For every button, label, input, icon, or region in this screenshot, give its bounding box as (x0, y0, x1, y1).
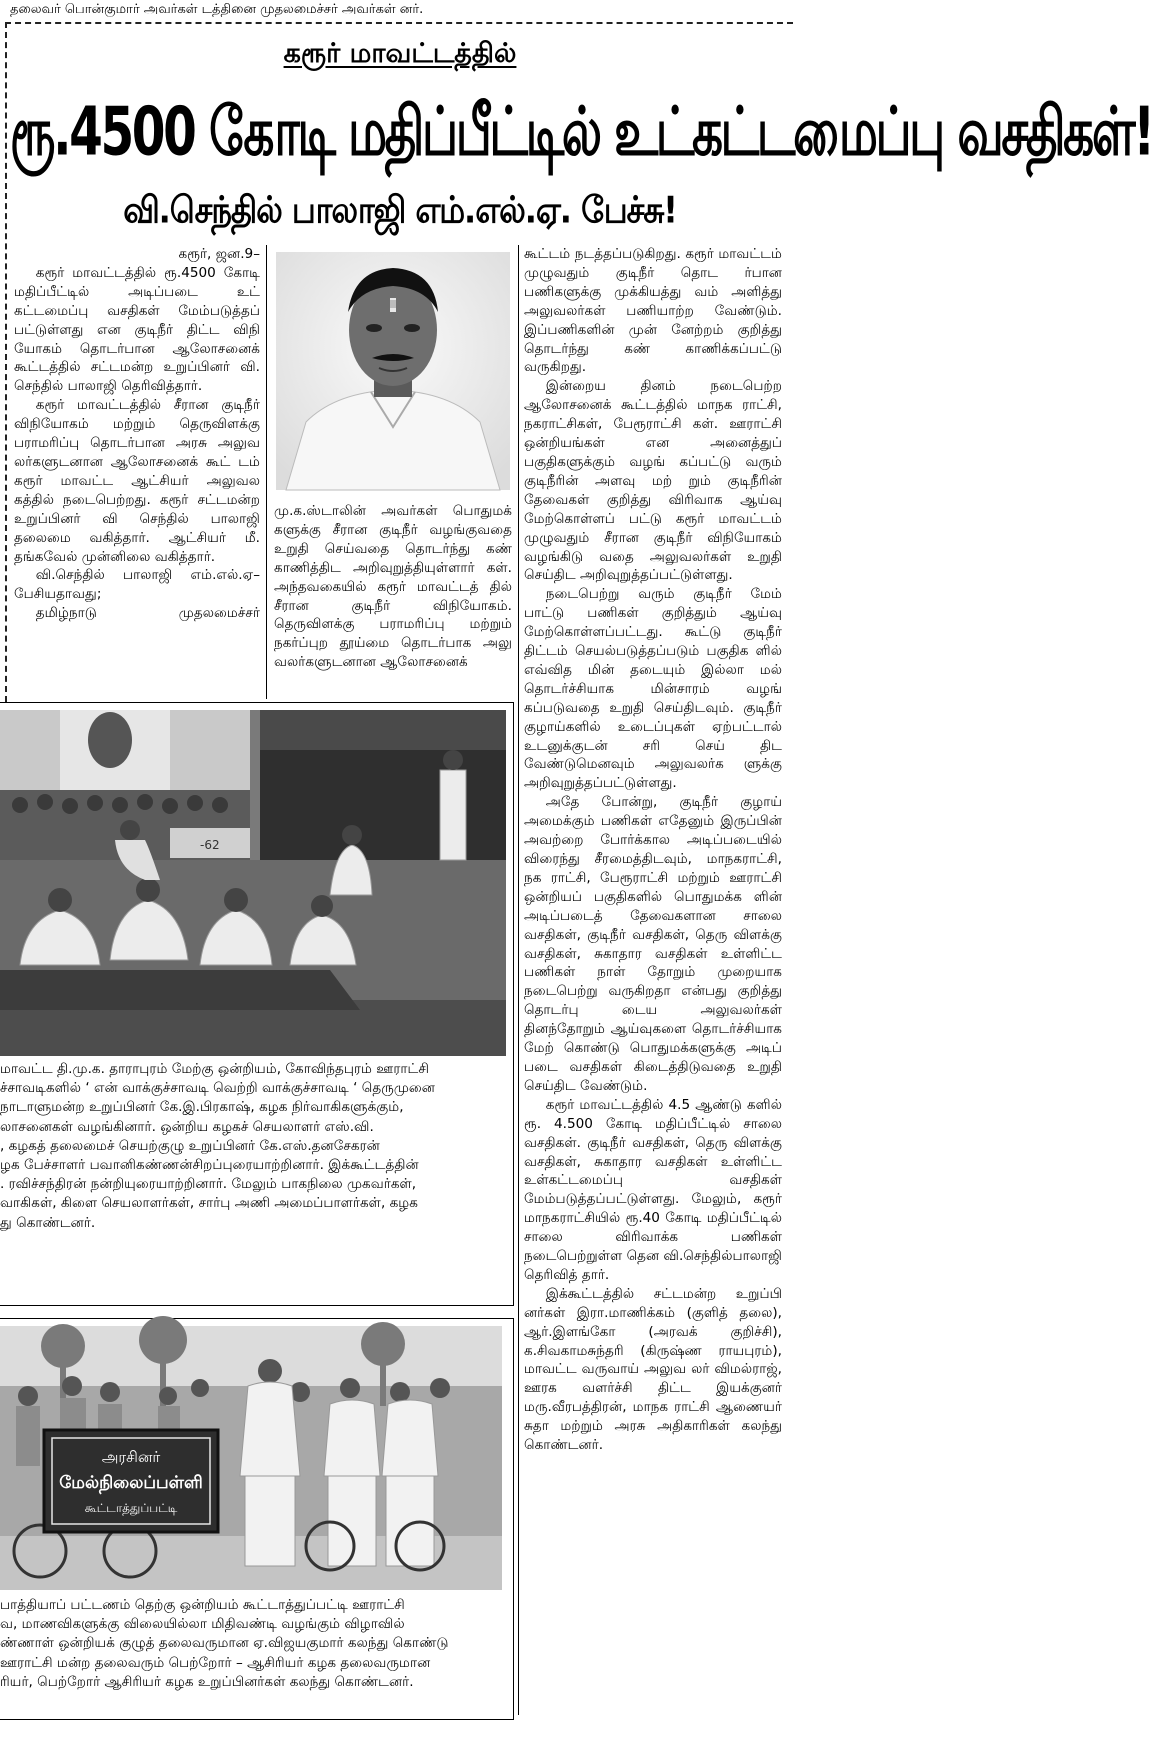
meeting-illustration (0, 710, 506, 1056)
caption-line: மாவட்ட தி.மு.க. தாராபுரம் மேற்கு ஒன்றியம், கோவிந்தபுரம் ஊராட்சி (0, 1061, 429, 1077)
caption-line: ண்ணாள் ஒன்றியக் குழுத் தலைவருமான ஏ.விஜயகுமார் கலந்து கொண்டு (0, 1635, 449, 1652)
caption-line: , கழகத் தலைமைச் செயற்குழு உறுப்பினர் கே.எஸ்.தனசேகரன் (0, 1137, 380, 1154)
top-strip: தலைவர் பொன்குமார் அவர்கள் டத்தினை முதலமைச்சர் அவர்கள் னர். (10, 2, 424, 17)
caption-line: . ரவிச்சந்திரன் நன்றியுரையாற்றினார். மேலும் பாகநிலை முகவர்கள், (0, 1176, 417, 1193)
paragraph: கரூர் மாவட்டத்தில் சீரான குடிநீர் விநியோகம் மற்றும் தெருவிளக்கு பராமரிப்பு தொடர்பான அரசு அலுவ லர்களுடனான ஆலோசனைக் கூட் டம் கரூர் மாவட்ட ஆட்சியர் அலுவல கத்தில் நடைபெற்றது. கரூர் சட்டமன்ற உறுப்பினர் வி செந்தில் பாலாஜி தலைமை வகித்தார். ஆட்சியர் மீ. தங்கவேல் முன்னிலை வகித்தார். (14, 397, 260, 565)
paragraph: கரூர் மாவட்டத்தில் ரூ.4500 கோடி மதிப்பீட்டில் அடிப்படை உட் கட்டமைப்பு வசதிகள் மேம்படுத்தப் பட்டுள்ளது என குடிநீர் திட்ட விநி யோகம் தொடர்பான ஆலோசனைக் கூட்டத்தில் சட்டமன்ற உறுப்பினர் வி. செந்தில் பாலாஜி தெரிவித்தார். (14, 264, 260, 395)
headline-kicker: கரூர் மாவட்டத்தில் (283, 38, 517, 69)
portrait-illustration (276, 252, 510, 490)
caption-line: பாத்தியாப் பட்டணம் தெற்கு ஒன்றியம் கூட்டாத்துப்பட்டி ஊராட்சி (0, 1597, 405, 1613)
column-rule-right (518, 245, 519, 1715)
paragraph: இக்கூட்டத்தில் சட்டமன்ற உறுப்பி னர்கள் இரா.மாணிக்கம் (குளித் தலை), ஆர்.இளங்கோ (அரவக் குறிச்சி), க.சிவகாமசுந்தரி (கிருஷ்ண ராயபுரம்), மாவட்ட வருவாய் அலுவ லர் விமல்ராஜ், ஊரக வளர்ச்சி திட்ட இயக்குனர் மரு.வீரபத்திரன், மாநக ராட்சி ஆணையர் சுதா மற்றும் அரசு அதிகாரிகள் கலந்து கொண்டனர். (524, 1285, 782, 1454)
caption-line: ஊராட்சி மன்ற தலைவரும் பெற்றோர் – ஆசிரியர் கழக தலைவருமான (0, 1654, 431, 1671)
meeting-photo-caption (0, 1060, 510, 1233)
school-event-illustration (0, 1326, 502, 1590)
paragraph: கரூர் மாவட்டத்தில் 4.5 ஆண்டு களில் ரூ. 4.500 கோடி மதிப்பீட்டில் சாலை வசதிகள். குடிநீர் வசதிகள், தெரு விளக்கு வசதிகள், சுகாதார வசதிகள் உள்ளிட்ட உள்கட்டமைப்பு வசதிகள் மேம்படுத்தப்பட்டுள்ளது. மேலும், கரூர் மாநகராட்சியில் ரூ.40 கோடி மதிப்பீட்டில் சாலை விரிவாக்க பணிகள் நடைபெற்றுள்ள தென வி.செந்தில்பாலாஜி தெரிவித் தார். (524, 1096, 782, 1283)
article-column-2 (274, 502, 512, 672)
caption-line: வாகிகள், கிளை செயலாளர்கள், சார்பு அணி அமைப்பாளர்கள், கழக (0, 1195, 418, 1212)
caption-line: லாசனைகள் வழங்கினார். ஒன்றிய கழகச் செயலாளர் எஸ்.வி. (0, 1118, 374, 1135)
caption-line: ரியர், பெற்றோர் ஆசிரியர் கழக உறுப்பினர்கள் கலந்து கொண்டனர். (0, 1673, 414, 1690)
school-event-caption (0, 1596, 510, 1692)
article-column-3 (524, 245, 782, 1455)
left-border (5, 22, 7, 702)
column-rule-left (266, 245, 267, 699)
banner-sign-line-2: மேல்நிலைப்பள்ளி (59, 1473, 203, 1493)
dateline: கரூர், ஜன.9– (178, 246, 260, 262)
banner-number: -62 (200, 838, 220, 852)
paragraph: அதே போன்று, குடிநீர் குழாய் அமைக்கும் பணிகள் எதேனும் இருப்பின் அவற்றை போர்க்கால அடிப்படையில் விரைந்து சீரமைத்திடவும், மாநகராட்சி, நக ராட்சி, பேரூராட்சி மற்றும் ஊராட்சி ஒன்றியப் பகுதிகளில் பொதுமக்க ளின் அடிப்படைத் தேவைகளான சாலை வசதிகள், குடிநீர் வசதிகள், தெரு விளக்கு வசதிகள், சுகாதார வசதிகள் உள்ளிட்ட பணிகள் நாள் தோறும் முறையாக நடைபெற்று வருகிறதா என்பது குறித்து தொடர்பு டைய அலுவலர்கள் தினந்தோறும் ஆய்வுகளை தொடர்ச்சியாக மேற் கொண்டு பொதுமக்களுக்கு அடிப் படை வசதிகள் கிடைத்திடுவதை உறுதி செய்திட வேண்டும். (524, 794, 782, 1094)
banner-sign-line-3: கூட்டாத்துப்பட்டி (84, 1501, 178, 1515)
caption-line: வ, மாணவிகளுக்கு விலையில்லா மிதிவண்டி வழங்கும் விழாவில் (0, 1616, 405, 1633)
headline-subtitle: வி.செந்தில் பாலாஜி எம்.எல்.ஏ. பேச்சு! (123, 188, 677, 232)
paragraph: வி.செந்தில் பாலாஜி எம்.எல்.ஏ– பேசியதாவது; (14, 567, 260, 603)
paragraph: மு.க.ஸ்டாலின் அவர்கள் பொதுமக் களுக்கு சீரான குடிநீர் வழங்குவதை உறுதி செய்வதை தொடர்ந்து கண் காணித்திட அறிவுறுத்தியுள்ளார் கள். அந்தவகையில் கரூர் மாவட்டத் தில் சீரான குடிநீர் விநியோகம். தெருவிளக்கு பராமரிப்பு மற்றும் நகர்ப்புற தூய்மை தொடர்பாக அலு வலர்களுடனான ஆலோசனைக் (274, 503, 512, 671)
paragraph: கூட்டம் நடத்தப்படுகிறது. கரூர் மாவட்டம் முழுவதும் குடிநீர் தொட ர்பான பணிகளுக்கு முக்கியத்து வம் அளித்து அலுவலர்கள் பணியாற்ற வேண்டும். இப்பணிகளின் முன் னேற்றம் குறித்து தொடர்ந்து கண் காணிக்கப்பட்டு வருகிறது. (524, 246, 782, 376)
school-event-photo (0, 1326, 502, 1590)
caption-line: து கொண்டனர். (0, 1214, 96, 1231)
banner-sign-line-1: அரசினர் (101, 1448, 161, 1466)
article-column-1 (14, 245, 260, 623)
paragraph: இன்றைய தினம் நடைபெற்ற ஆலோசனைக் கூட்டத்தில் மாநக ராட்சி, நகராட்சிகள், பேரூராட்சி கள். ஊராட்சி ஒன்றியங்கள் என அனைத்துப் பகுதிகளுக்கும் வழங் கப்பட்டு வரும் குடிநீரின் அளவு மற் றும் குடிநீரின் தேவைகள் குறித்து விரிவாக ஆய்வு மேற்கொள்ளப் பட்டு கரூர் மாவட்டம் முழுவதும் சீரான குடிநீர் விநியோகம் வழங்கிடு வதை அலுவலர்கள் உறுதி செய்திட அறிவுறுத்தப்பட்டுள்ளது. (524, 378, 782, 584)
paragraph: தமிழ்நாடு முதலமைச்சர் (35, 605, 260, 622)
paragraph: நடைபெற்று வரும் குடிநீர் மேம் பாட்டு பணிகள் குறித்தும் ஆய்வு மேற்கொள்ளப்பட்டது. கூட்டு குடிநீர் திட்டம் செயல்படுத்தப்படும் பகுதிக ளில் எவ்வித மின் தடையும் இல்லா மல் தொடர்ச்சியாக மின்சாரம் வழங் கப்படுவதை உறுதி செய்திடவும். குடிநீர் குழாய்களில் உடைப்புகள் ஏற்பட்டால் உடனுக்குடன் சரி செய் திட வேண்டுமெனவும் அலுவலர்க ளுக்கு அறிவுறுத்தப்பட்டுள்ளது. (524, 586, 782, 792)
top-border (5, 22, 793, 24)
meeting-photo (0, 710, 506, 1056)
caption-line: ச்சாவடிகளில் ‘ என் வாக்குச்சாவடி வெற்றி வாக்குச்சாவடி ‘ தெருமுனை (0, 1080, 435, 1097)
portrait-photo (276, 252, 510, 490)
headline-title: ரூ.4500 கோடி மதிப்பீட்டில் உட்கட்டமைப்பு வசதிகள்! (10, 93, 1153, 171)
caption-line: ழக பேச்சாளர் பவானிகண்ணன்சிறப்புரையாற்றினார். இக்கூட்டத்தின் (0, 1156, 419, 1173)
caption-line: நாடாளுமன்ற உறுப்பினர் கே.இ.பிரகாஷ், கழக நிர்வாகிகளுக்கும், (0, 1099, 404, 1116)
